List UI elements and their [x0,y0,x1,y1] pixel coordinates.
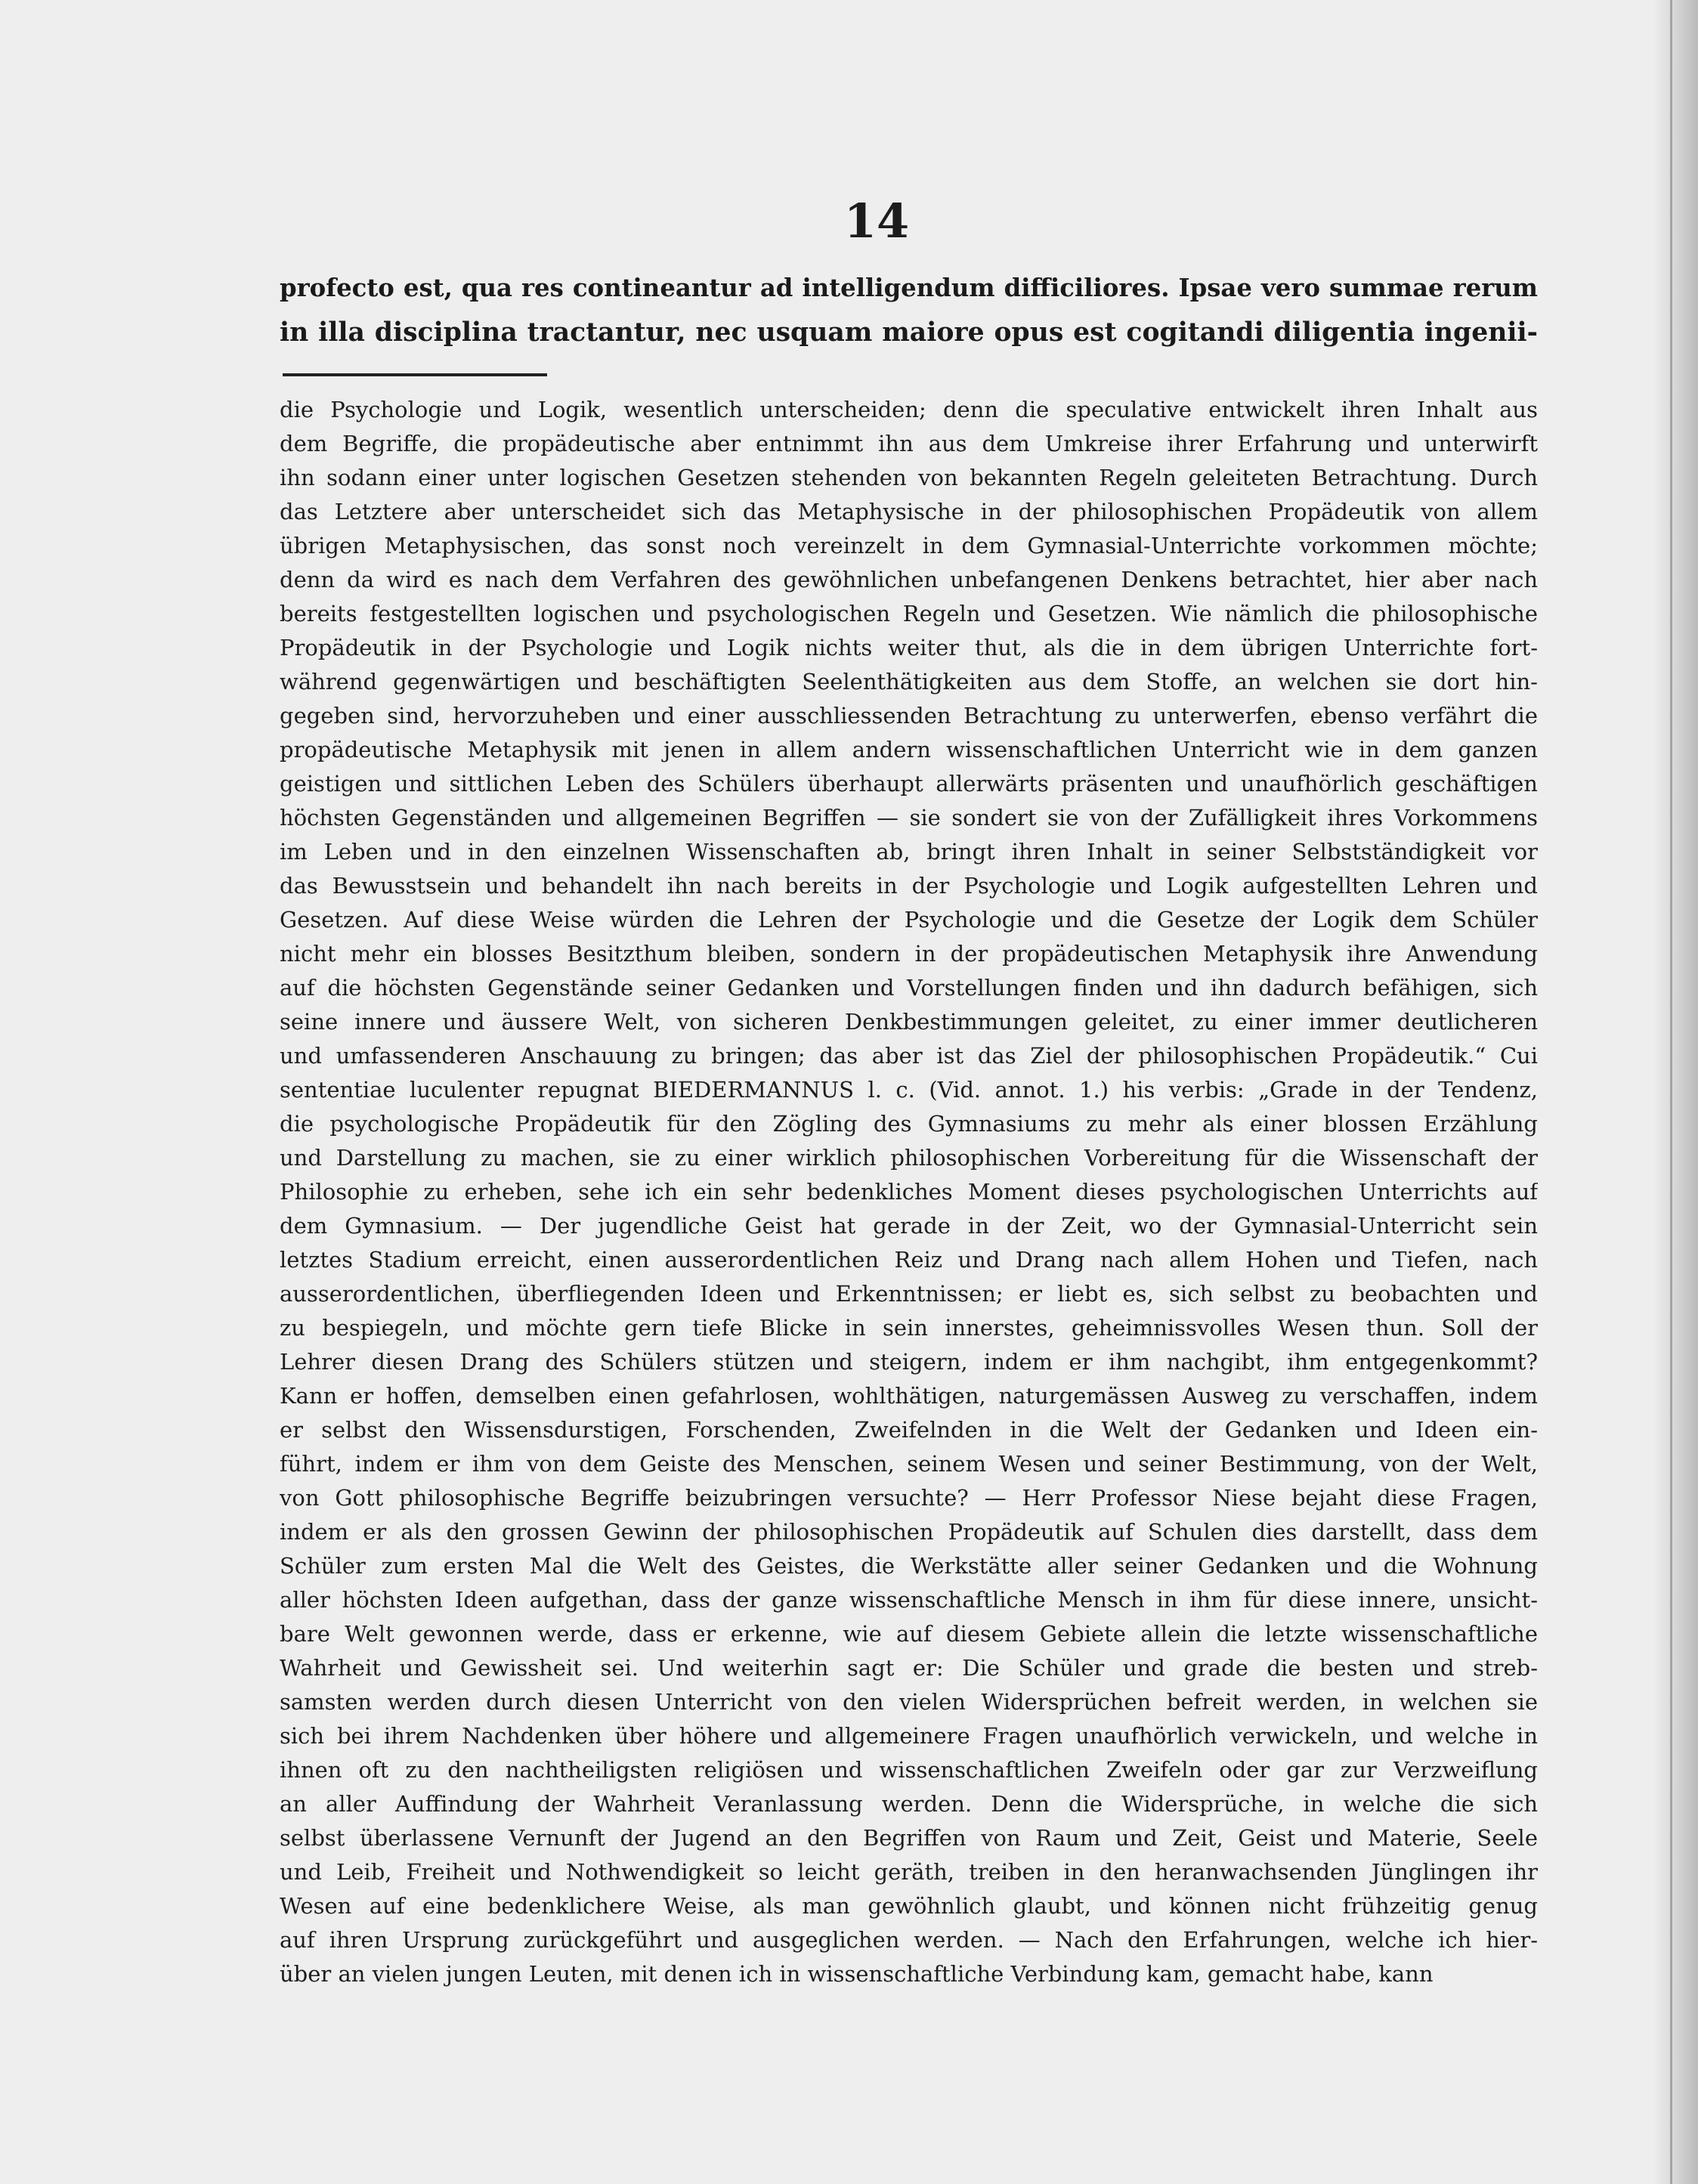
footnote-line: bare Welt gewonnen werde, dass er erkenne, wie auf diesem Gebiete allein die letzte wissenschaftliche [280,1621,1538,1647]
footnote-block [280,393,1538,1991]
footnote-line: an aller Auffindung der Wahrheit Veranlassung werden. Denn die Widersprüche, in welche die sich [280,1791,1538,1817]
footnote-line: seine innere und äussere Welt, von sicheren Denkbestimmungen geleitet, zu einer immer deutlicheren [280,1009,1538,1035]
footnote-line: indem er als den grossen Gewinn der philosophischen Propädeutik auf Schulen dies darstellt, dass dem [280,1519,1538,1545]
footnote-line: gegeben sind, hervorzuheben und einer ausschliessenden Betrachtung zu unterwerfen, ebenso verfährt die [280,703,1538,729]
footnote-line: ihnen oft zu den nachtheiligsten religiösen und wissenschaftlichen Zweifeln oder gar zur Verzweiflung [280,1757,1538,1783]
footnote-line: propädeutische Metaphysik mit jenen in allem andern wissenschaftlichen Unterricht wie in dem ganzen [280,737,1538,763]
footnote-line: übrigen Metaphysischen, das sonst noch vereinzelt in dem Gymnasial-Unterrichte vorkommen möchte; [280,533,1538,558]
footnote-line: geistigen und sittlichen Leben des Schülers überhaupt allerwärts präsenten und unaufhörlich geschäftigen [280,771,1538,797]
footnote-line: Philosophie zu erheben, sehe ich ein sehr bedenkliches Moment dieses psychologischen Unterrichts auf [280,1179,1538,1205]
main-text-block [280,266,1538,355]
footnote-line: Gesetzen. Auf diese Weise würden die Lehren der Psychologie und die Gesetze der Logik dem Schüler [280,907,1538,933]
footnote-line: letztes Stadium erreicht, einen ausserordentlichen Reiz und Drang nach allem Hohen und Tiefen, nach [280,1247,1538,1273]
footnote-line: und umfassenderen Anschauung zu bringen; das aber ist das Ziel der philosophischen Propädeutik.“ Cui [280,1043,1538,1069]
footnote-line: und Leib, Freiheit und Nothwendigkeit so leicht geräth, treiben in den heranwachsenden Jünglingen ihr [280,1859,1538,1885]
footnote-line: nicht mehr ein blosses Besitzthum bleiben, sondern in der propädeutischen Metaphysik ihre Anwendung [280,941,1538,967]
footnote-line: führt, indem er ihm von dem Geiste des Menschen, seinem Wesen und seiner Bestimmung, von der Welt, [280,1451,1538,1477]
page-number: 14 [843,193,910,249]
footnote-line: selbst überlassene Vernunft der Jugend an den Begriffen von Raum und Zeit, Geist und Materie, Seele [280,1825,1538,1851]
footnote-line: ausserordentlichen, überfliegenden Ideen und Erkenntnissen; er liebt es, sich selbst zu beobachten und [280,1281,1538,1307]
footnote-line: die psychologische Propädeutik für den Zögling des Gymnasiums zu mehr als einer blossen Erzählung [280,1111,1538,1137]
footnote-line: sich bei ihrem Nachdenken über höhere und allgemeinere Fragen unaufhörlich verwickeln, und welche in [280,1723,1538,1749]
footnote-line: auf die höchsten Gegenstände seiner Gedanken und Vorstellungen finden und ihn dadurch befähigen, sich [280,975,1538,1001]
footnote-line: Schüler zum ersten Mal die Welt des Geistes, die Werkstätte aller seiner Gedanken und die Wohnung [280,1553,1538,1579]
footnote-line: dem Begriffe, die propädeutische aber entnimmt ihn aus dem Umkreise ihrer Erfahrung und unterwirft [280,431,1538,456]
footnote-line: sententiae luculenter repugnat BIEDERMANNUS l. c. (Vid. annot. 1.) his verbis: „Grade in der Tendenz, [280,1077,1538,1103]
footnote-line: Wahrheit und Gewissheit sei. Und weiterhin sagt er: Die Schüler und grade die besten und streb- [280,1655,1538,1681]
footnote-line: denn da wird es nach dem Verfahren des gewöhnlichen unbefangenen Denkens betrachtet, hier aber nach [280,567,1538,592]
footnote-line: Propädeutik in der Psychologie und Logik nichts weiter thut, als die in dem übrigen Unterrichte fort- [280,635,1538,660]
page-edge-shadow [1653,0,1698,2184]
main-text-line: profecto est, qua res contineantur ad intelligendum difficiliores. Ipsae vero summae rerum [280,274,1538,302]
footnote-line: das Bewusstsein und behandelt ihn nach bereits in der Psychologie und Logik aufgestellten Lehren und [280,873,1538,899]
footnote-line: zu bespiegeln, und möchte gern tiefe Blicke in sein innerstes, geheimnissvolles Wesen thun. Soll der [280,1315,1538,1341]
footnote-line: ihn sodann einer unter logischen Gesetzen stehenden von bekannten Regeln geleiteten Betrachtung. Durch [280,465,1538,490]
footnote-line: dem Gymnasium. — Der jugendliche Geist hat gerade in der Zeit, wo der Gymnasial-Unterricht sein [280,1213,1538,1239]
footnote-line: über an vielen jungen Leuten, mit denen ich in wissenschaftliche Verbindung kam, gemacht habe, kann [280,1961,1434,1987]
footnote-line: das Letztere aber unterscheidet sich das Metaphysische in der philosophischen Propädeutik von allem [280,499,1538,524]
page-edge-line [1670,0,1672,2184]
footnote-line: auf ihren Ursprung zurückgeführt und ausgeglichen werden. — Nach den Erfahrungen, welche ich hier- [280,1927,1538,1953]
footnote-line: samsten werden durch diesen Unterricht von den vielen Widersprüchen befreit werden, in welchen sie [280,1689,1538,1715]
footnote-line: von Gott philosophische Begriffe beizubringen versuchte? — Herr Professor Niese bejaht diese Fragen, [280,1485,1538,1511]
footnote-separator-rule [283,373,547,376]
footnote-line: höchsten Gegenständen und allgemeinen Begriffen — sie sondert sie von der Zufälligkeit ihres Vorkommens [280,805,1538,831]
footnote-line: im Leben und in den einzelnen Wissenschaften ab, bringt ihren Inhalt in seiner Selbstständigkeit vor [280,839,1538,865]
footnote-line: er selbst den Wissensdurstigen, Forschenden, Zweifelnden in die Welt der Gedanken und Ideen ein- [280,1417,1538,1443]
footnote-line: bereits festgestellten logischen und psychologischen Regeln und Gesetzen. Wie nämlich die philosophische [280,601,1538,626]
footnote-line: Wesen auf eine bedenklichere Weise, als man gewöhnlich glaubt, und können nicht frühzeitig genug [280,1893,1538,1919]
main-text-line: in illa disciplina tractantur, nec usquam maiore opus est cogitandi diligentia ingenii- [280,317,1538,348]
footnote-line: Lehrer diesen Drang des Schülers stützen und steigern, indem er ihm nachgibt, ihm entgegenkommt? [280,1349,1538,1375]
footnote-line: Kann er hoffen, demselben einen gefahrlosen, wohlthätigen, naturgemässen Ausweg zu verschaffen, indem [280,1383,1538,1409]
footnote-line: und Darstellung zu machen, sie zu einer wirklich philosophischen Vorbereitung für die Wissenschaft der [280,1145,1538,1171]
footnote-line: während gegenwärtigen und beschäftigten Seelenthätigkeiten aus dem Stoffe, an welchen sie dort hin- [280,669,1538,694]
footnote-line: aller höchsten Ideen aufgethan, dass der ganze wissenschaftliche Mensch in ihm für diese innere, unsicht- [280,1587,1538,1613]
footnote-line: die Psychologie und Logik, wesentlich unterscheiden; denn die speculative entwickelt ihren Inhalt aus [280,397,1538,422]
